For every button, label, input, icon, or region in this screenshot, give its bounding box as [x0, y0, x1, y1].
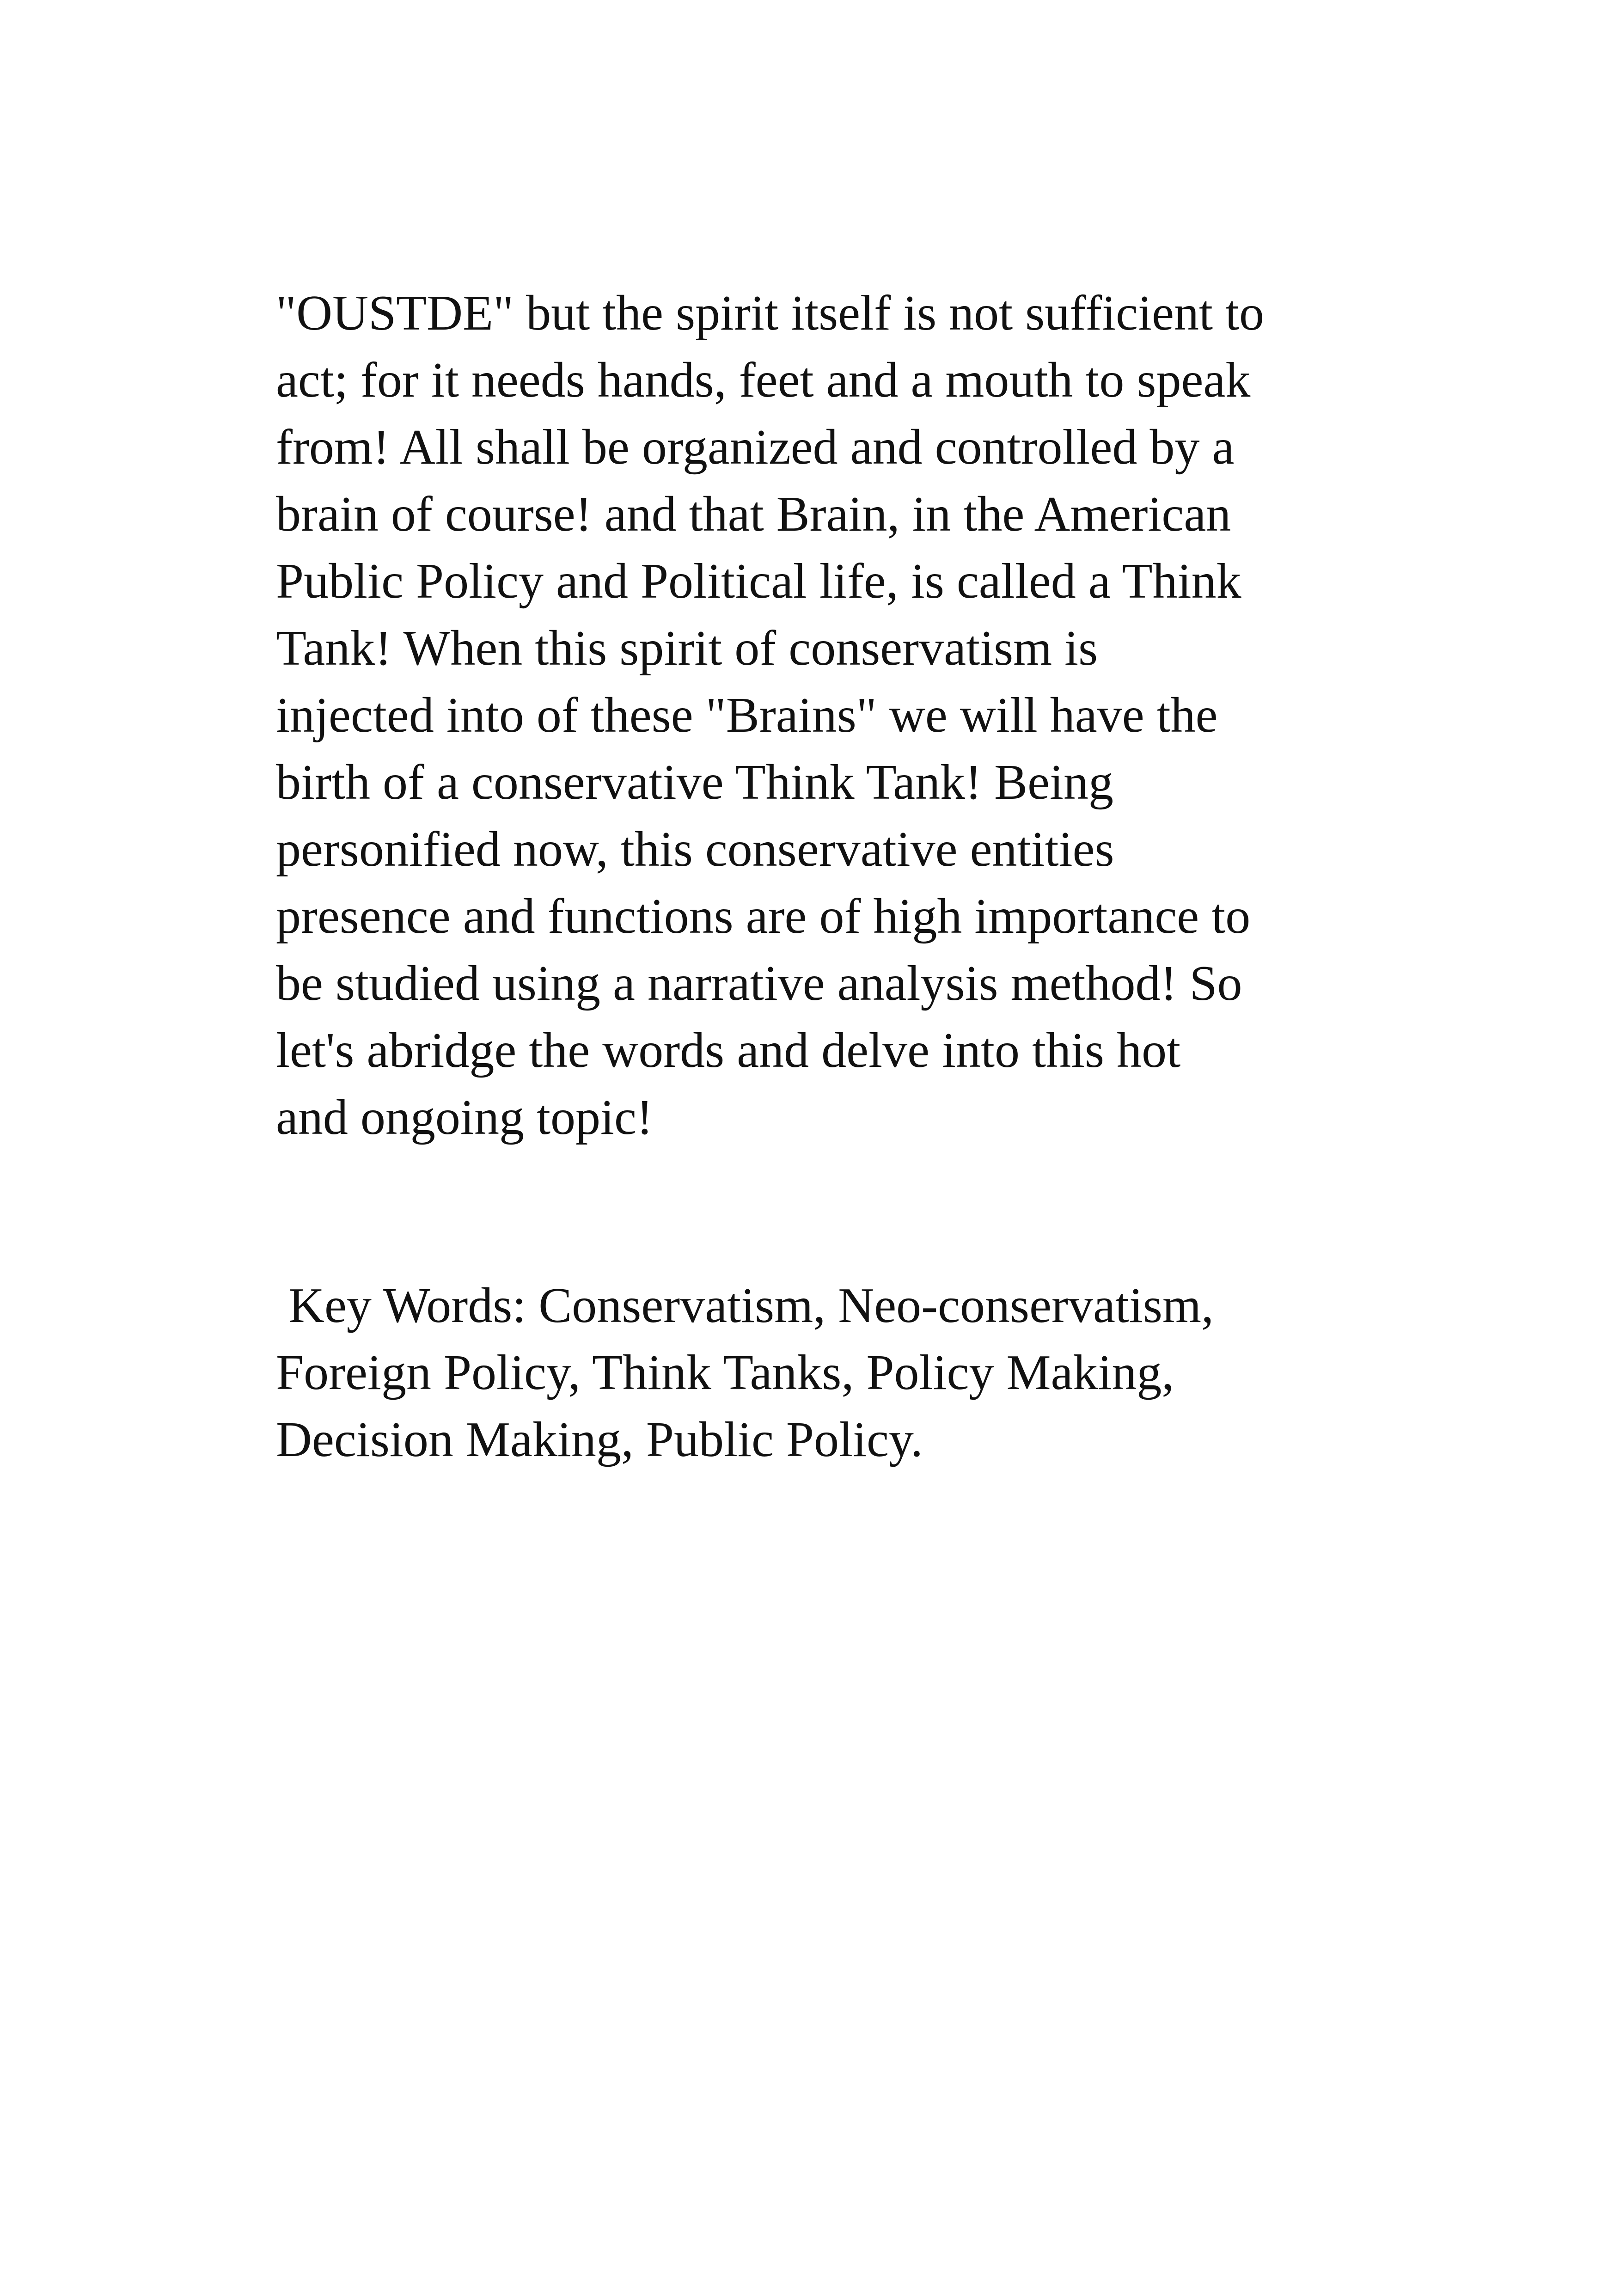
abstract-line: birth of a conservative Think Tank! Being [276, 755, 1114, 810]
abstract-line: personified now, this conservative entities [276, 822, 1114, 877]
abstract-line: Public Policy and Political life, is called a Think [276, 554, 1241, 609]
abstract-line: brain of course! and that Brain, in the American [276, 487, 1231, 542]
keywords-paragraph [276, 1272, 1385, 1473]
abstract-line: from! All shall be organized and controlled by a [276, 420, 1235, 475]
abstract-line: injected into of these "Brains" we will have the [276, 688, 1218, 743]
abstract-line: and ongoing topic! [276, 1090, 653, 1145]
keywords-line: Key Words: Conservatism, Neo-conservatism, [276, 1278, 1214, 1333]
abstract-line: "OUSTDE" but the spirit itself is not sufficient to [276, 286, 1265, 341]
abstract-line: let's abridge the words and delve into this hot [276, 1023, 1181, 1078]
keywords-line: Foreign Policy, Think Tanks, Policy Making, [276, 1345, 1174, 1400]
abstract-line: Tank! When this spirit of conservatism is [276, 621, 1098, 676]
abstract-line: be studied using a narrative analysis method! So [276, 956, 1242, 1011]
abstract-line: act; for it needs hands, feet and a mouth to speak [276, 353, 1251, 408]
abstract-paragraph [276, 280, 1385, 1151]
keywords-line: Decision Making, Public Policy. [276, 1412, 923, 1467]
abstract-line: presence and functions are of high importance to [276, 889, 1251, 944]
